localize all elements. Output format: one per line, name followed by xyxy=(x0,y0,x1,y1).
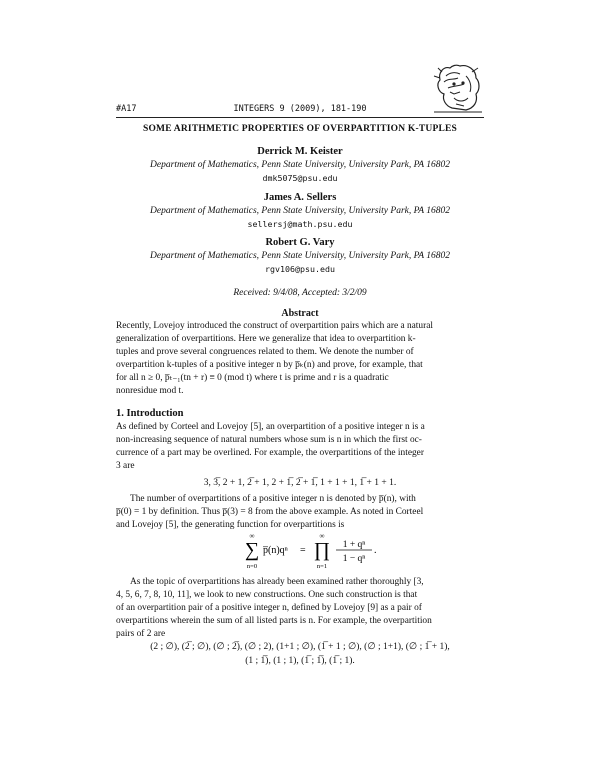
text-line: 4, 5, 6, 7, 8, 10, 11], we look to new constructions. One such construction is that xyxy=(116,589,418,600)
paper-title: SOME ARITHMETIC PROPERTIES OF OVERPARTITION K-TUPLES xyxy=(142,124,458,134)
abstract-text xyxy=(116,320,484,397)
sum-upper-limit: ∞ xyxy=(249,532,255,540)
running-header xyxy=(116,104,484,118)
journal-citation: INTEGERS 9 (2009), 181-190 xyxy=(233,104,367,114)
generating-function-equation xyxy=(0,530,600,572)
text-line: and Lovejoy [5], the generating function for overpartitions is xyxy=(116,519,345,530)
section-heading: 1. Introduction xyxy=(116,408,184,419)
text-line: overpartitions wherein the sum of all listed parts is n. For example, the overpartition xyxy=(116,615,432,626)
equation-period: . xyxy=(374,545,377,556)
product-lower-limit: n=1 xyxy=(316,563,328,570)
received-dates: Received: 9/4/08, Accepted: 3/2/09 xyxy=(233,288,367,298)
author-email: rgv106@psu.edu xyxy=(265,264,335,274)
equals-sign: = xyxy=(300,545,306,556)
abstract-heading: Abstract xyxy=(281,308,319,319)
author-block xyxy=(0,146,600,183)
text-line: non-increasing sequence of natural numbers whose sum is n in which the first oc- xyxy=(116,434,422,445)
abstract-line: for all n ≥ 0, p̅ₜ₋₁(tn + r) ≡ 0 (mod t) where t is prime and r is a quadratic xyxy=(116,372,389,383)
article-id: #A17 xyxy=(116,104,137,114)
author-name: Derrick M. Keister xyxy=(257,146,343,157)
overpartitions-of-3: 3, 3̅, 2 + 1, 2̅ + 1, 2 + 1̅, 2̅ + 1̅, 1 + 1 + 1, 1̅ + 1 + 1. xyxy=(203,478,397,488)
text-line: 3 are xyxy=(116,460,135,471)
text-line: As the topic of overpartitions has already been examined rather thoroughly [3, xyxy=(130,577,424,587)
text-line: As defined by Corteel and Lovejoy [5], an overpartition of a positive integer n is a xyxy=(116,422,425,432)
intro-paragraph xyxy=(116,576,484,641)
author-name: Robert G. Vary xyxy=(265,237,335,248)
author-affiliation: Department of Mathematics, Penn State University, University Park, PA 16802 xyxy=(150,206,450,216)
abstract-line: generalization of overpartitions. Here we generalize that idea to overpartition k- xyxy=(116,333,416,344)
journal-logo-icon xyxy=(430,62,486,114)
author-block xyxy=(0,237,600,274)
overpartition-pairs-of-2-cont: (1 ; 1̅), (1 ; 1), (1̅ ; 1̅), (1̅ ; 1). xyxy=(245,656,355,666)
header-rule xyxy=(116,117,484,118)
fraction-denominator: 1 − qⁿ xyxy=(342,554,366,564)
series-lhs: p̅(n)qⁿ xyxy=(263,545,288,556)
abstract-line: tuples and prove several congruences related to them. We denote the number of xyxy=(116,346,414,357)
text-line: of an overpartition pair of a positive integer n, defined by Lovejoy [9] as a pair of xyxy=(116,602,422,613)
intro-paragraph xyxy=(116,421,484,473)
author-name: James A. Sellers xyxy=(263,192,337,203)
text-line: pairs of 2 are xyxy=(116,628,166,639)
author-affiliation: Department of Mathematics, Penn State University, University Park, PA 16802 xyxy=(150,160,450,170)
abstract-line: overpartition k-tuples of a positive integer n by p̅ₖ(n) and prove, for example, that xyxy=(116,359,423,370)
author-block xyxy=(0,192,600,229)
abstract-line: nonresidue mod t. xyxy=(116,385,184,396)
text-line: p̅(0) = 1 by definition. Thus p̅(3) = 8 from the above example. As noted in Corteel xyxy=(116,506,424,517)
author-email: sellersj@math.psu.edu xyxy=(247,219,353,229)
sum-symbol: ∑ xyxy=(244,539,260,561)
product-symbol: ∏ xyxy=(313,539,331,561)
text-line: currence of a part may be overlined. For example, the overpartitions of the integer xyxy=(116,447,424,458)
fraction-numerator: 1 + qⁿ xyxy=(342,540,366,550)
author-affiliation: Department of Mathematics, Penn State University, University Park, PA 16802 xyxy=(150,251,450,261)
text-line: The number of overpartitions of a positive integer n is denoted by p̅(n), with xyxy=(130,494,416,504)
sum-lower-limit: n=0 xyxy=(246,563,258,570)
intro-paragraph xyxy=(116,493,484,532)
overpartition-pairs-of-2: (2 ; ∅), (2̅ ; ∅), (∅ ; 2̅), (∅ ; 2), (1+1 ; ∅), (1̅ + 1 ; ∅), (∅ ; 1+1), (∅ ; 1̅ + 1), xyxy=(150,642,450,652)
author-email: dmk5075@psu.edu xyxy=(262,173,338,183)
product-upper-limit: ∞ xyxy=(319,532,325,540)
abstract-line: Recently, Lovejoy introduced the construct of overpartition pairs which are a natural xyxy=(116,321,433,331)
